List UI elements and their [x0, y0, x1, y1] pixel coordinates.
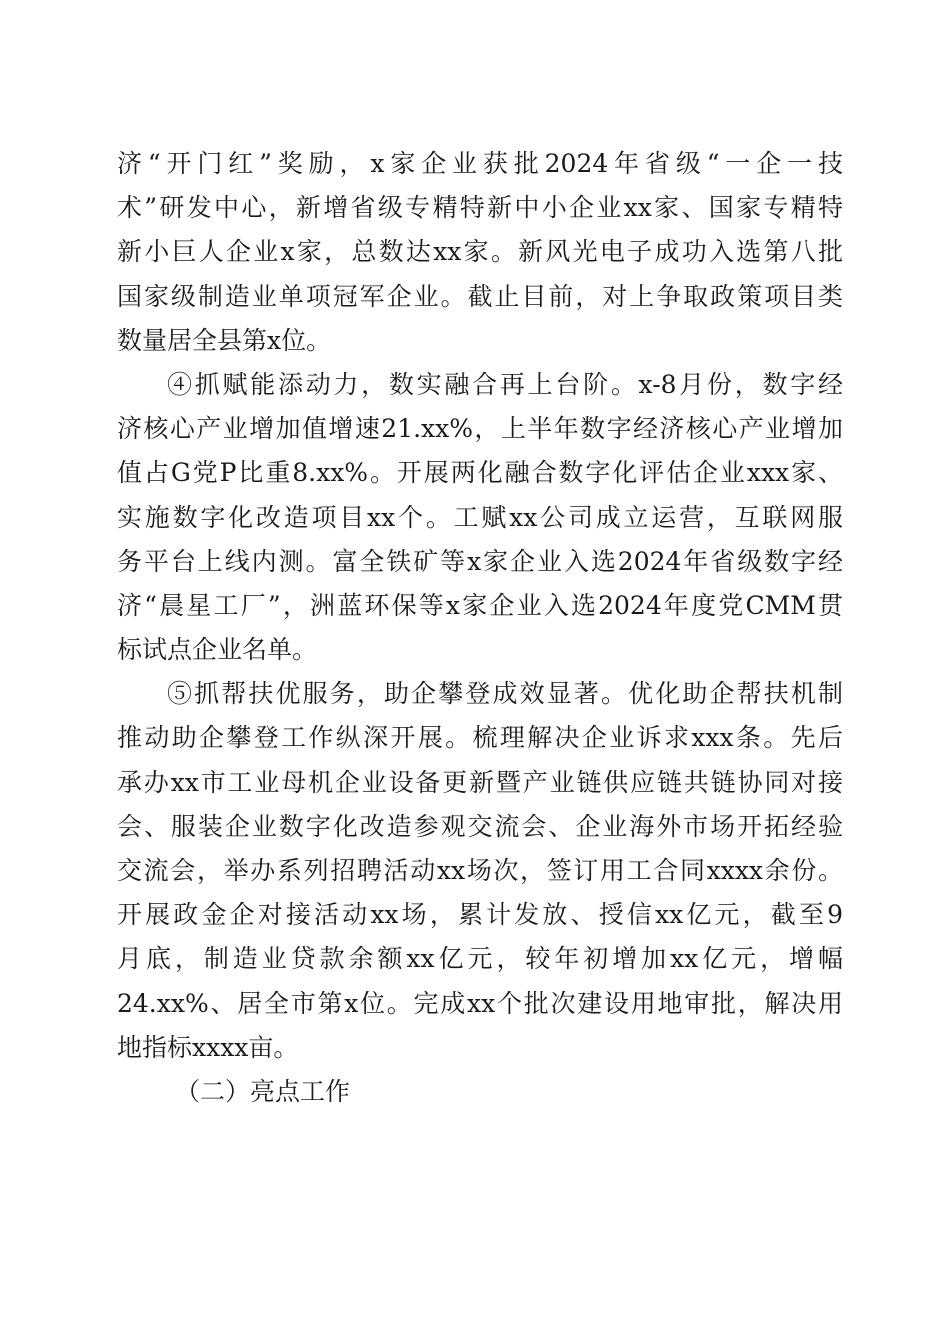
text-line: 月底，制造业贷款余额xx亿元，较年初增加xx亿元，增幅 [117, 944, 843, 974]
text-line: 济“开门红”奖励，x家企业获批2024年省级“一企一技 [117, 149, 843, 178]
text-line: 务平台上线内测。富全铁矿等x家企业入选2024年省级数字经 [117, 546, 843, 576]
document-body [117, 142, 843, 1114]
paragraph-enterprise-support [117, 672, 843, 1070]
paragraph-digital-economy [117, 363, 843, 672]
text-line: 数量居全县第x位。 [117, 325, 332, 355]
text-line: 推动助企攀登工作纵深开展。梳理解决企业诉求xxx条。先后 [117, 723, 843, 753]
text-line: 会、服装企业数字化改造参观交流会、企业海外市场开拓经验 [117, 811, 843, 841]
text-line: 值占G党P比重8.xx%。开展两化融合数字化评估企业xxx家、 [117, 458, 843, 488]
text-line: 实施数字化改造项目xx个。工赋xx公司成立运营，互联网服 [117, 502, 843, 532]
text-line: 济核心产业增加值增速21.xx%，上半年数字经济核心产业增加 [117, 414, 843, 444]
text-line: 承办xx市工业母机企业设备更新暨产业链供应链共链协同对接 [117, 767, 843, 797]
text-line: 术”研发中心，新增省级专精特新中小企业xx家、国家专精特 [117, 193, 843, 223]
text-line: 新小巨人企业x家，总数达xx家。新风光电子成功入选第八批 [117, 237, 843, 267]
text-line: 标试点企业名单。 [117, 635, 318, 665]
text-line: ⑤抓帮扶优服务，助企攀登成效显著。优化助企帮扶机制 [167, 679, 843, 709]
text-line: ④抓赋能添动力，数实融合再上台阶。x-8月份，数字经 [167, 369, 843, 399]
text-line: 国家级制造业单项冠军企业。截止目前，对上争取政策项目类 [117, 281, 843, 311]
text-line: 24.xx%、居全市第x位。完成xx个批次建设用地审批，解决用 [117, 988, 843, 1018]
text-line: 地指标xxxx亩。 [117, 1032, 299, 1062]
text-line: 开展政金企对接活动xx场，累计发放、授信xx亿元，截至9 [117, 900, 843, 930]
paragraph-kaimenhong [117, 142, 843, 363]
text-line: 交流会，举办系列招聘活动xx场次，签订用工合同xxxx余份。 [117, 856, 843, 885]
section-heading: （二）亮点工作 [175, 1076, 351, 1106]
text-line: 济“晨星工厂”，洲蓝环保等x家企业入选2024年度党CMM贯 [117, 590, 843, 620]
